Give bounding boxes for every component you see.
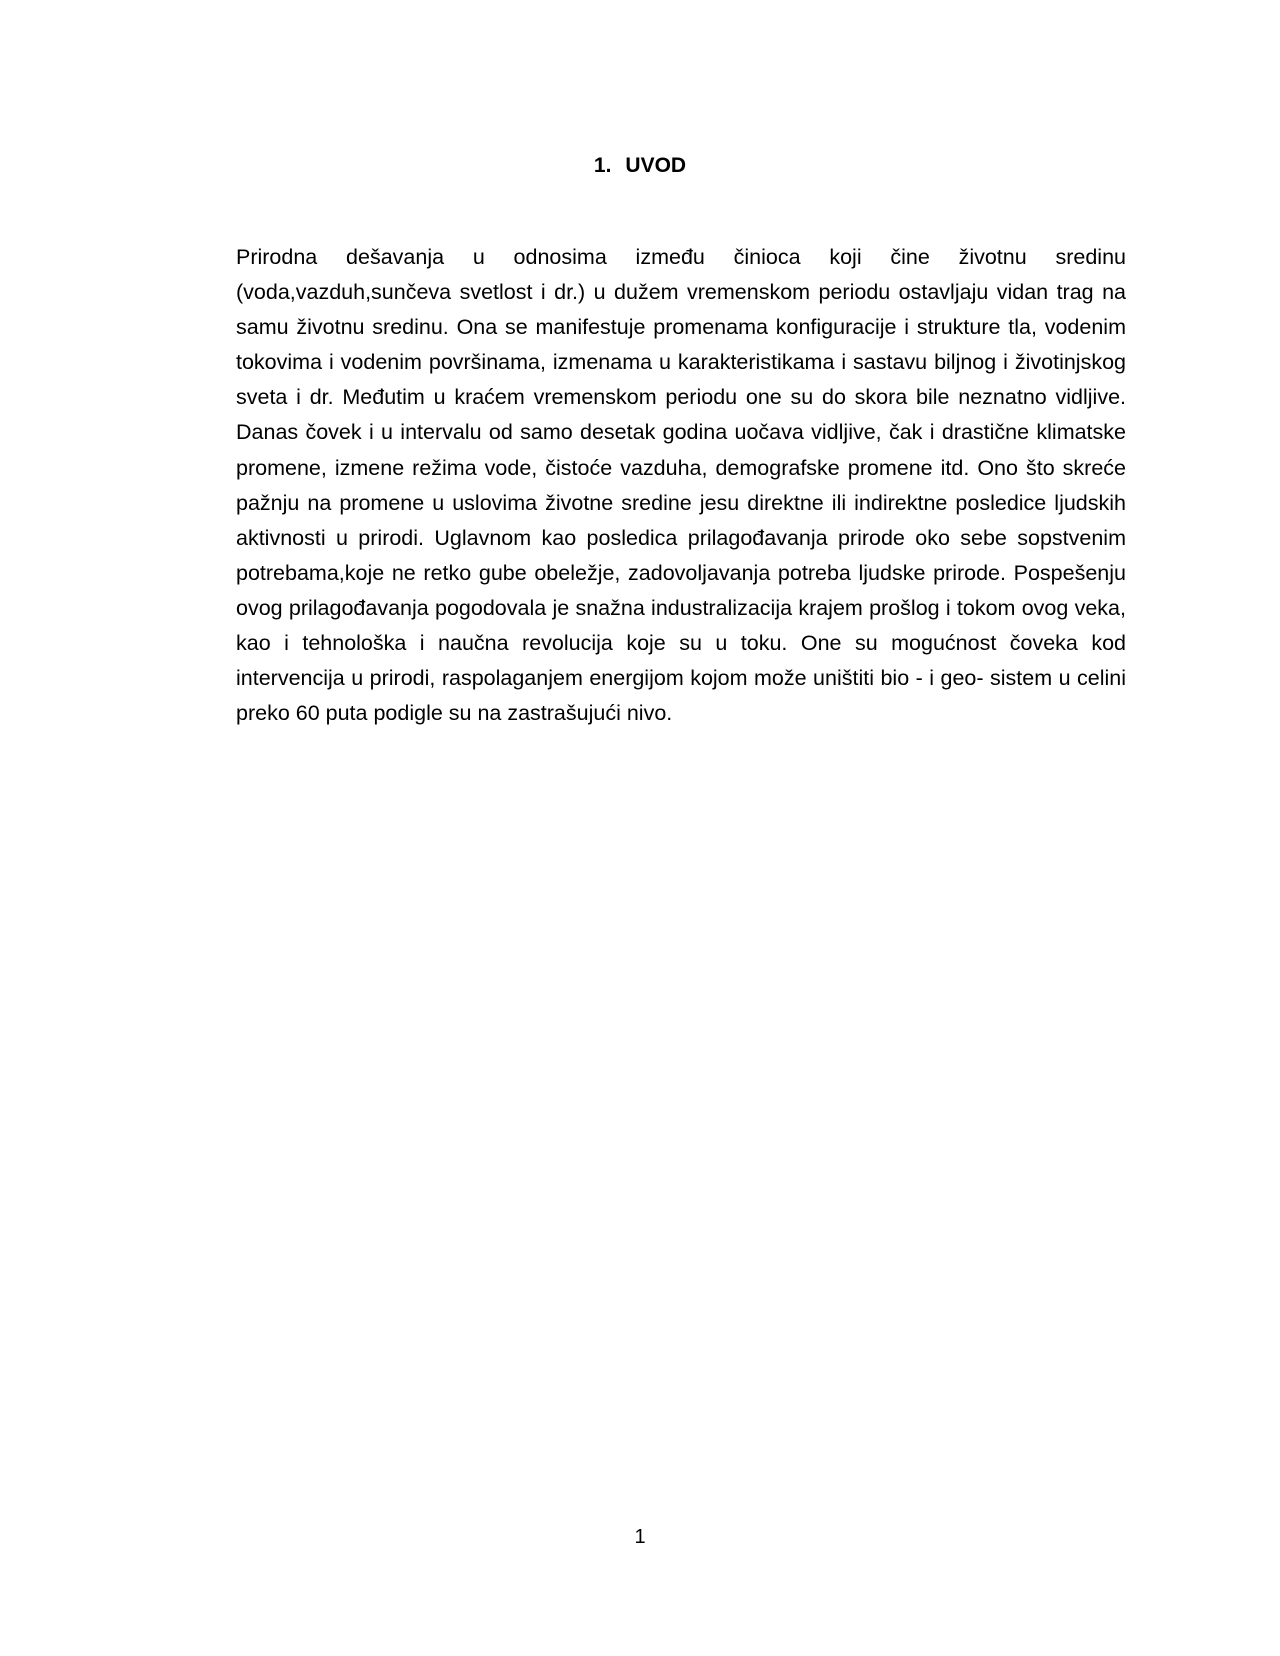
section-number: 1. xyxy=(593,154,612,177)
body-paragraph: Prirodna dešavanja u odnosima između činioca koji čine životnu sredinu (voda,vazduh,sunčeva svetlost i dr.) u dužem vremenskom periodu ostavljaju vidan trag na samu životnu sredinu. Ona se manifestuje promenama konfiguracije i strukture tla, vodenim tokovima i vodenim površinama, izmenama u karakteristikama i sastavu biljnog i životinjskog sveta i dr. Međutim u kraćem vremenskom periodu one su do skora bile neznatno vidljive. Danas čovek i u intervalu od samo desetak godina uočava vidljive, čak i drastične klimatske promene, izmene režima vode, čistoće vazduha, demografske promene itd. Ono što skreće pažnju na promene u uslovima životne sredine jesu direktne ili indirektne posledice ljudskih aktivnosti u prirodi. Uglavnom kao posledica prilagođavanja prirode oko sebe sopstvenim potrebama,koje ne retko gube obeležje, zadovoljavanja potreba ljudske prirode. Pospešenju ovog prilagođavanja pogodovala je snažna industralizacija krajem prošlog i tokom ovog veka, kao i tehnološka i naučna revolucija koje su u toku. One su mogućnost čoveka kod intervencija u prirodi, raspolaganjem energijom kojom može uništiti bio - i geo- sistem u celini preko 60 puta podigle su na zastrašujući nivo. xyxy=(236,245,1126,726)
section-heading xyxy=(0,152,1280,180)
section-title: UVOD xyxy=(625,154,687,177)
page-number: 1 xyxy=(634,1526,646,1548)
